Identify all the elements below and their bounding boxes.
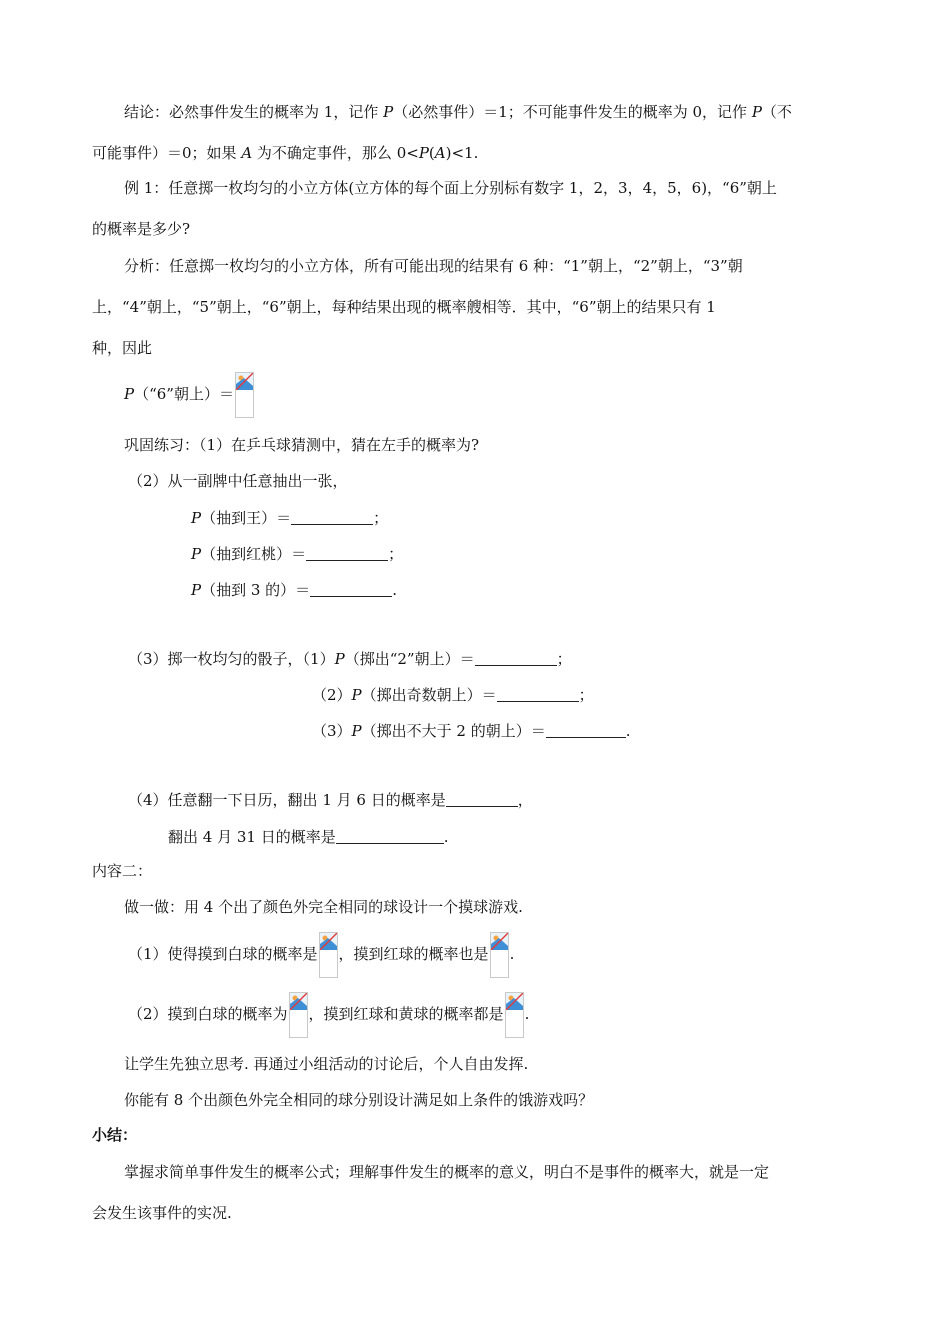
answer-blank[interactable]	[336, 829, 444, 844]
fraction-image-icon	[490, 932, 509, 978]
summary-title: 小结：	[92, 1126, 138, 1144]
answer-blank[interactable]	[310, 582, 392, 597]
content-2-title: 内容二：	[92, 862, 153, 880]
fraction-image-icon	[289, 992, 308, 1038]
practice-q3c: （3）P（掷出不大于 2 的朝上）＝ .	[312, 722, 631, 740]
practice-q4b: 翻出 4 月 31 日的概率是 .	[168, 828, 449, 846]
analysis-formula: P（“6”朝上）＝	[124, 372, 255, 418]
content-2-item-1: （1）使得摸到白球的概率是 ，摸到红球的概率也是 .	[128, 932, 514, 978]
practice-q3b: （2）P（掷出奇数朝上）＝ ；	[312, 686, 594, 704]
conclusion-line-2: 可能事件）＝0；如果 A 为不确定事件，那么 0<P(A)<1.	[92, 144, 479, 162]
practice-title: 巩固练习：（1）在乒乓球猜测中，猜在左手的概率为?	[124, 436, 480, 454]
answer-blank[interactable]	[497, 687, 579, 702]
analysis-line-3: 种，因此	[92, 339, 153, 357]
summary-line-2: 会发生该事件的实况.	[92, 1204, 232, 1222]
answer-blank[interactable]	[291, 510, 373, 525]
practice-q2c: P（抽到 3 的）＝ .	[191, 581, 397, 599]
practice-q2: （2）从一副牌中任意抽出一张，	[128, 472, 348, 490]
summary-line-1: 掌握求简单事件发生的概率公式；理解事件发生的概率的意义，明白不是事件的概率大，就是一定	[124, 1163, 770, 1181]
practice-q2b: P（抽到红桃）＝ ；	[191, 545, 404, 563]
answer-blank[interactable]	[475, 651, 557, 666]
practice-q3: （3）掷一枚均匀的骰子，（1）P（掷出“2”朝上）＝ ；	[128, 650, 572, 668]
conclusion-line-1: 结论：必然事件发生的概率为 1，记作 P（必然事件）＝1；不可能事件发生的概率为 0，记作 P（不	[124, 103, 792, 121]
content-2-item-2: （2）摸到白球的概率为 ，摸到红球和黄球的概率都是 .	[128, 992, 529, 1038]
answer-blank[interactable]	[446, 792, 518, 807]
practice-q2a: P（抽到王）＝ ；	[191, 509, 389, 527]
fraction-image-icon	[319, 932, 338, 978]
answer-blank[interactable]	[546, 723, 626, 738]
answer-blank[interactable]	[306, 546, 388, 561]
content-2-intro: 做一做：用 4 个出了颜色外完全相同的球设计一个摸球游戏.	[124, 898, 523, 916]
analysis-line-2: 上，“4”朝上，“5”朝上，“6”朝上，每种结果出现的概率艘相等．其中，“6”朝上的结果只有 1	[92, 298, 716, 316]
example-1-line-2: 的概率是多少?	[92, 220, 191, 238]
content-2-think: 让学生先独立思考. 再通过小组活动的讨论后，个人自由发挥.	[124, 1055, 529, 1073]
example-1-line-1: 例 1：任意掷一枚均匀的小立方体(立方体的每个面上分别标有数字 1，2，3，4，5，6)，“6”朝上	[124, 179, 777, 197]
fraction-image-icon	[505, 992, 524, 1038]
analysis-line-1: 分析：任意掷一枚均匀的小立方体，所有可能出现的结果有 6 种：“1”朝上，“2”朝上，“3”朝	[124, 257, 743, 275]
content-2-question: 你能有 8 个出颜色外完全相同的球分别设计满足如上条件的饿游戏吗？	[124, 1091, 594, 1109]
practice-q4: （4）任意翻一下日历，翻出 1 月 6 日的概率是 ，	[128, 791, 533, 809]
fraction-image-icon	[235, 372, 254, 418]
